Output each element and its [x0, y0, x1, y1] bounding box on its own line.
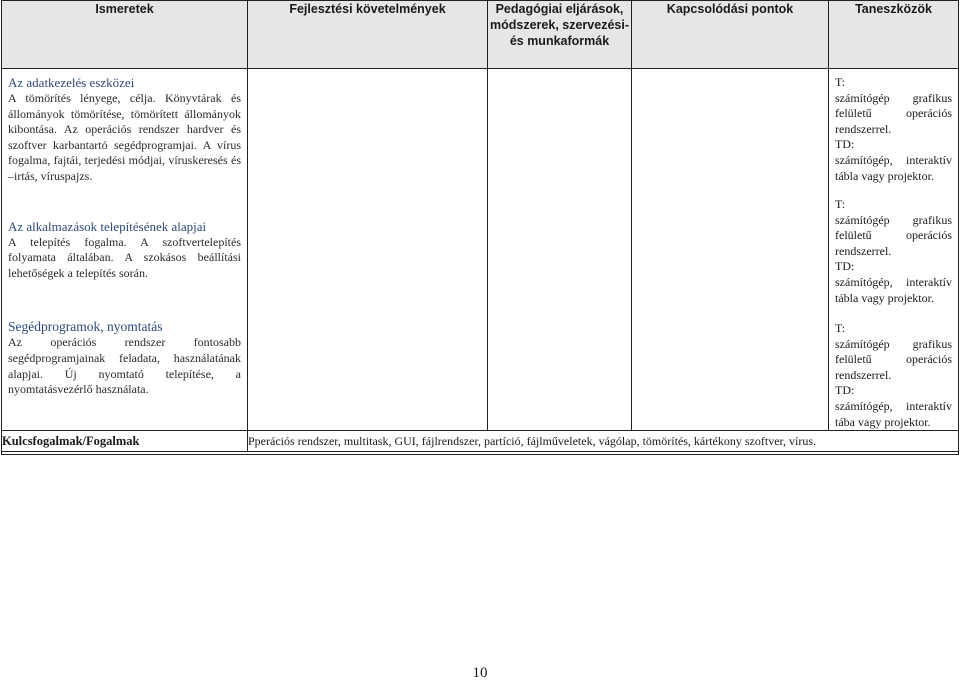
tool-t-text: számítógép grafikus felületű operációs rendszerrel.	[835, 212, 952, 258]
tool-td-text: számítógép, interaktív tába vagy projektor.	[835, 398, 952, 429]
topic-text: A telepítés fogalma. A szoftvertelepítés folyamata általában. A szokásos beállítási lehetőségek a telepítés során.	[8, 234, 241, 280]
tool-td-text: számítógép, interaktív tábla vagy projektor.	[835, 152, 952, 183]
tool-td-label: TD:	[835, 137, 855, 152]
header-taneszkozok: Taneszközök	[829, 1, 959, 69]
content-row	[2, 69, 959, 431]
tool-td-text: számítógép, interaktív tábla vagy projektor.	[835, 274, 952, 305]
tool-td-label: TD:	[835, 259, 855, 274]
topic-title: Segédprogramok, nyomtatás	[8, 319, 163, 335]
header-kapcsolodasi-pontok: Kapcsolódási pontok	[632, 1, 829, 69]
fejlesztesi-cell	[248, 69, 488, 431]
ismeretek-cell	[2, 69, 248, 431]
curriculum-table	[1, 0, 959, 455]
tool-block	[835, 197, 952, 321]
tool-t-label: T:	[835, 75, 846, 89]
topic-block	[8, 319, 241, 397]
header-row	[2, 1, 959, 69]
topic-block	[8, 75, 241, 185]
tool-t-text: számítógép grafikus felületű operációs rendszerrel.	[835, 90, 952, 136]
kapcsolodasi-cell	[632, 69, 829, 431]
tool-block	[835, 75, 952, 197]
tool-t-text: számítógép grafikus felületű operációs rendszerrel.	[835, 336, 952, 382]
topic-title: Az alkalmazások telepítésének alapjai	[8, 218, 207, 234]
topic-title: Az adatkezelés eszközei	[8, 75, 135, 90]
tool-block	[835, 321, 952, 430]
spacer-row	[2, 452, 959, 455]
tool-t-label: T:	[835, 321, 846, 335]
header-ismeretek: Ismeretek	[2, 1, 248, 69]
topic-text: Az operációs rendszer fontosabb segédprogramjainak feladata, használatának alapjai. Új nyomtató telepítése, a nyomtatásvezérlő használata.	[8, 335, 241, 397]
keywords-text: Pperációs rendszer, multitask, GUI, fájlrendszer, partíció, fájlműveletek, vágólap, tömörítés, kártékony szoftver, vírus.	[248, 431, 959, 452]
keywords-label: Kulcsfogalmak/Fogalmak	[2, 431, 248, 452]
taneszkozok-cell	[829, 69, 959, 431]
header-pedagogiai-eljarasok: Pedagógiai eljárások, módszerek, szervezési- és munkaformák	[488, 1, 632, 69]
pedagogiai-cell	[488, 69, 632, 431]
tool-t-label: T:	[835, 197, 846, 211]
header-fejlesztesi-kovetelmenyek: Fejlesztési követelmények	[248, 1, 488, 69]
topic-block	[8, 219, 241, 282]
page-number: 10	[472, 665, 488, 681]
tool-td-label: TD:	[835, 383, 855, 398]
topic-text: A tömörítés lényege, célja. Könyvtárak és állományok tömörítése, tömörített állományok kibontása. Az operációs rendszer hardver és szoftver karbantartó segédprogramjai. A vírus fogalma, fajtái, terjedési módjai, víruskeresés és –irtás, víruspajzs.	[8, 91, 241, 183]
keywords-row	[2, 431, 959, 452]
